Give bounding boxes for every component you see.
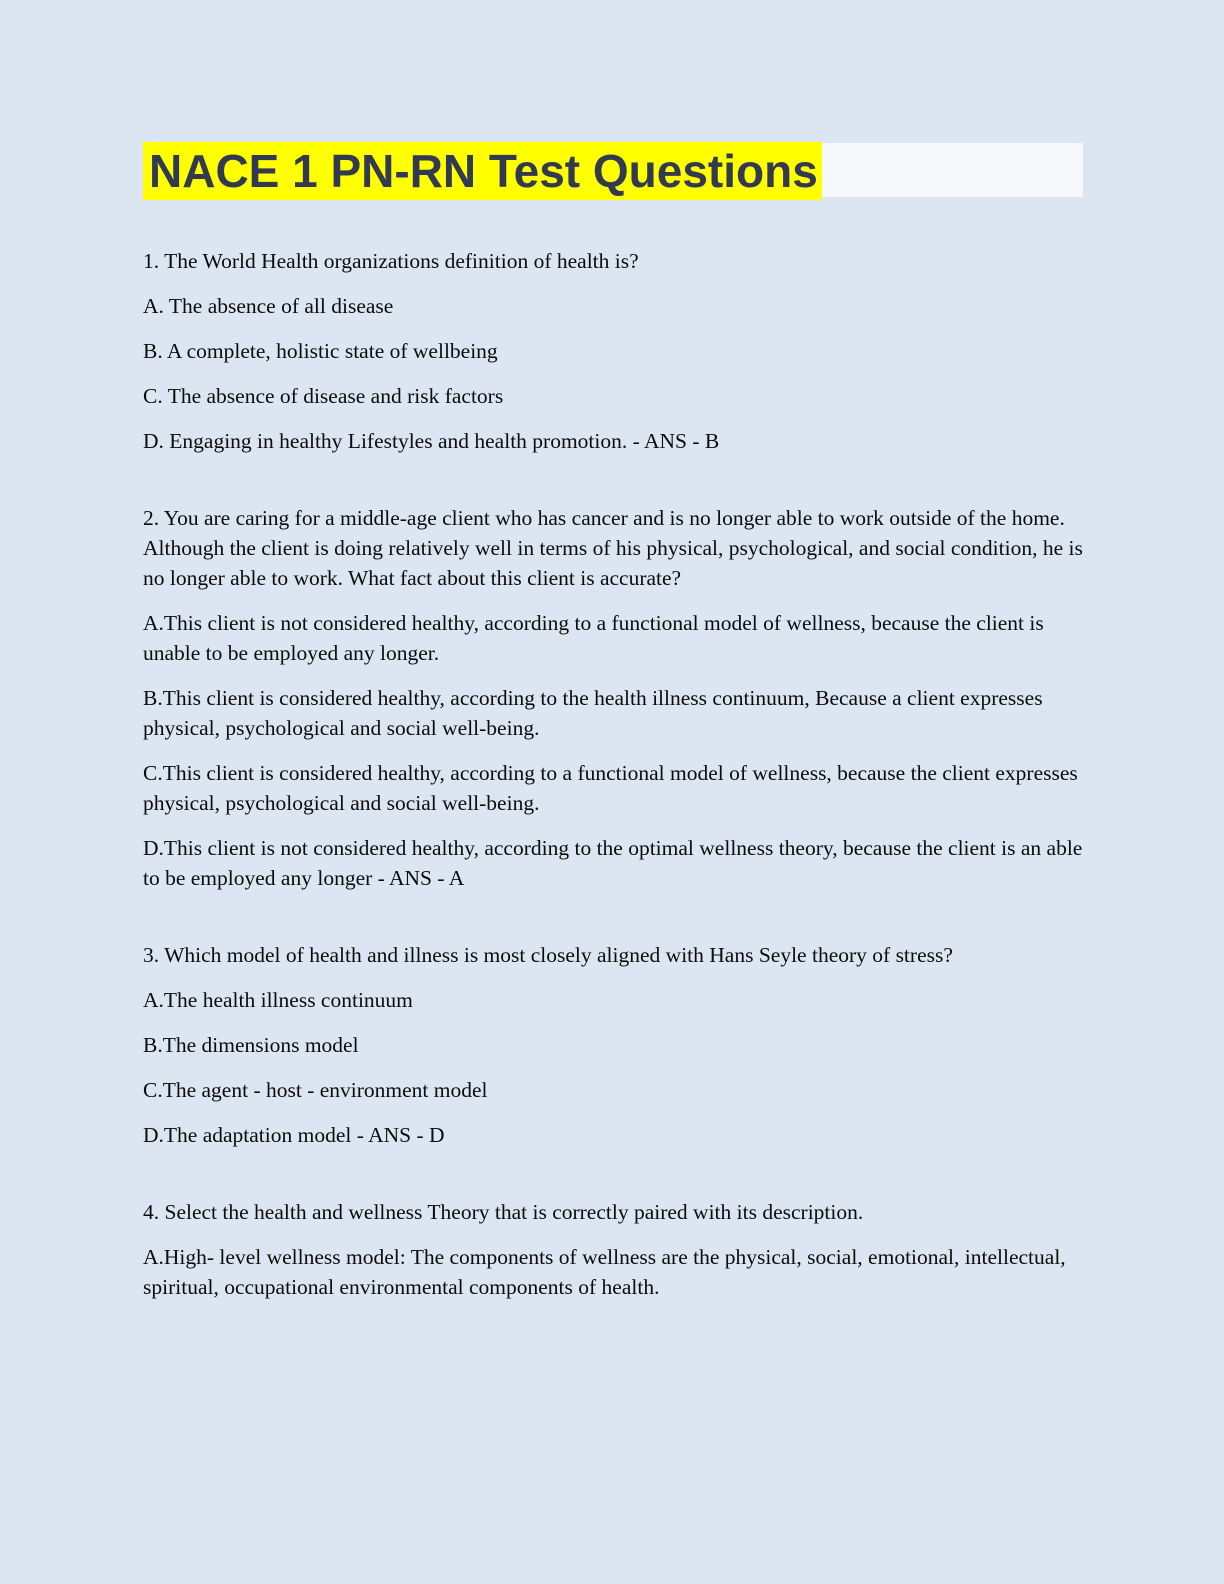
question-2 (143, 503, 1083, 893)
question-1-option-b: B. A complete, holistic state of wellbeing (143, 339, 498, 363)
question-2-option-a: A.This client is not considered healthy, according to a functional model of wellness, because the client is unable to be employed any longer. (143, 611, 1044, 665)
question-1 (143, 246, 1083, 456)
question-4-option-a: A.High- level wellness model: The components of wellness are the physical, social, emotional, intellectual, spiritual, occupational environmental components of health. (143, 1245, 1066, 1299)
question-3-option-c: C.The agent - host - environment model (143, 1078, 488, 1102)
document-title-row (143, 142, 1083, 200)
document-title: NACE 1 PN-RN Test Questions (143, 142, 822, 200)
question-2-option-b: B.This client is considered healthy, according to the health illness continuum, Because a client expresses physical, psychological and social well-being. (143, 686, 1043, 740)
question-2-prompt: 2. You are caring for a middle-age client who has cancer and is no longer able to work outside of the home. Although the client is doing relatively well in terms of his physical, psychological, and social condition, he is no longer able to work. What fact about this client is accurate? (143, 506, 1083, 590)
question-1-prompt: 1. The World Health organizations definition of health is? (143, 249, 639, 273)
title-highlight-filler (822, 143, 1083, 197)
question-3-option-b: B.The dimensions model (143, 1033, 359, 1057)
question-1-option-d: D. Engaging in healthy Lifestyles and health promotion. - ANS - B (143, 429, 720, 453)
question-3-option-d: D.The adaptation model - ANS - D (143, 1123, 445, 1147)
question-4-prompt: 4. Select the health and wellness Theory that is correctly paired with its description. (143, 1200, 864, 1224)
question-2-option-c: C.This client is considered healthy, according to a functional model of wellness, because the client expresses physical, psychological and social well-being. (143, 761, 1078, 815)
question-1-option-c: C. The absence of disease and risk factors (143, 384, 504, 408)
question-4 (143, 1197, 1083, 1302)
question-3 (143, 940, 1083, 1150)
question-1-option-a: A. The absence of all disease (143, 294, 394, 318)
question-3-option-a: A.The health illness continuum (143, 988, 413, 1012)
question-3-prompt: 3. Which model of health and illness is most closely aligned with Hans Seyle theory of stress? (143, 943, 953, 967)
question-2-option-d: D.This client is not considered healthy, according to the optimal wellness theory, because the client is an able to be employed any longer - ANS - A (143, 836, 1083, 890)
